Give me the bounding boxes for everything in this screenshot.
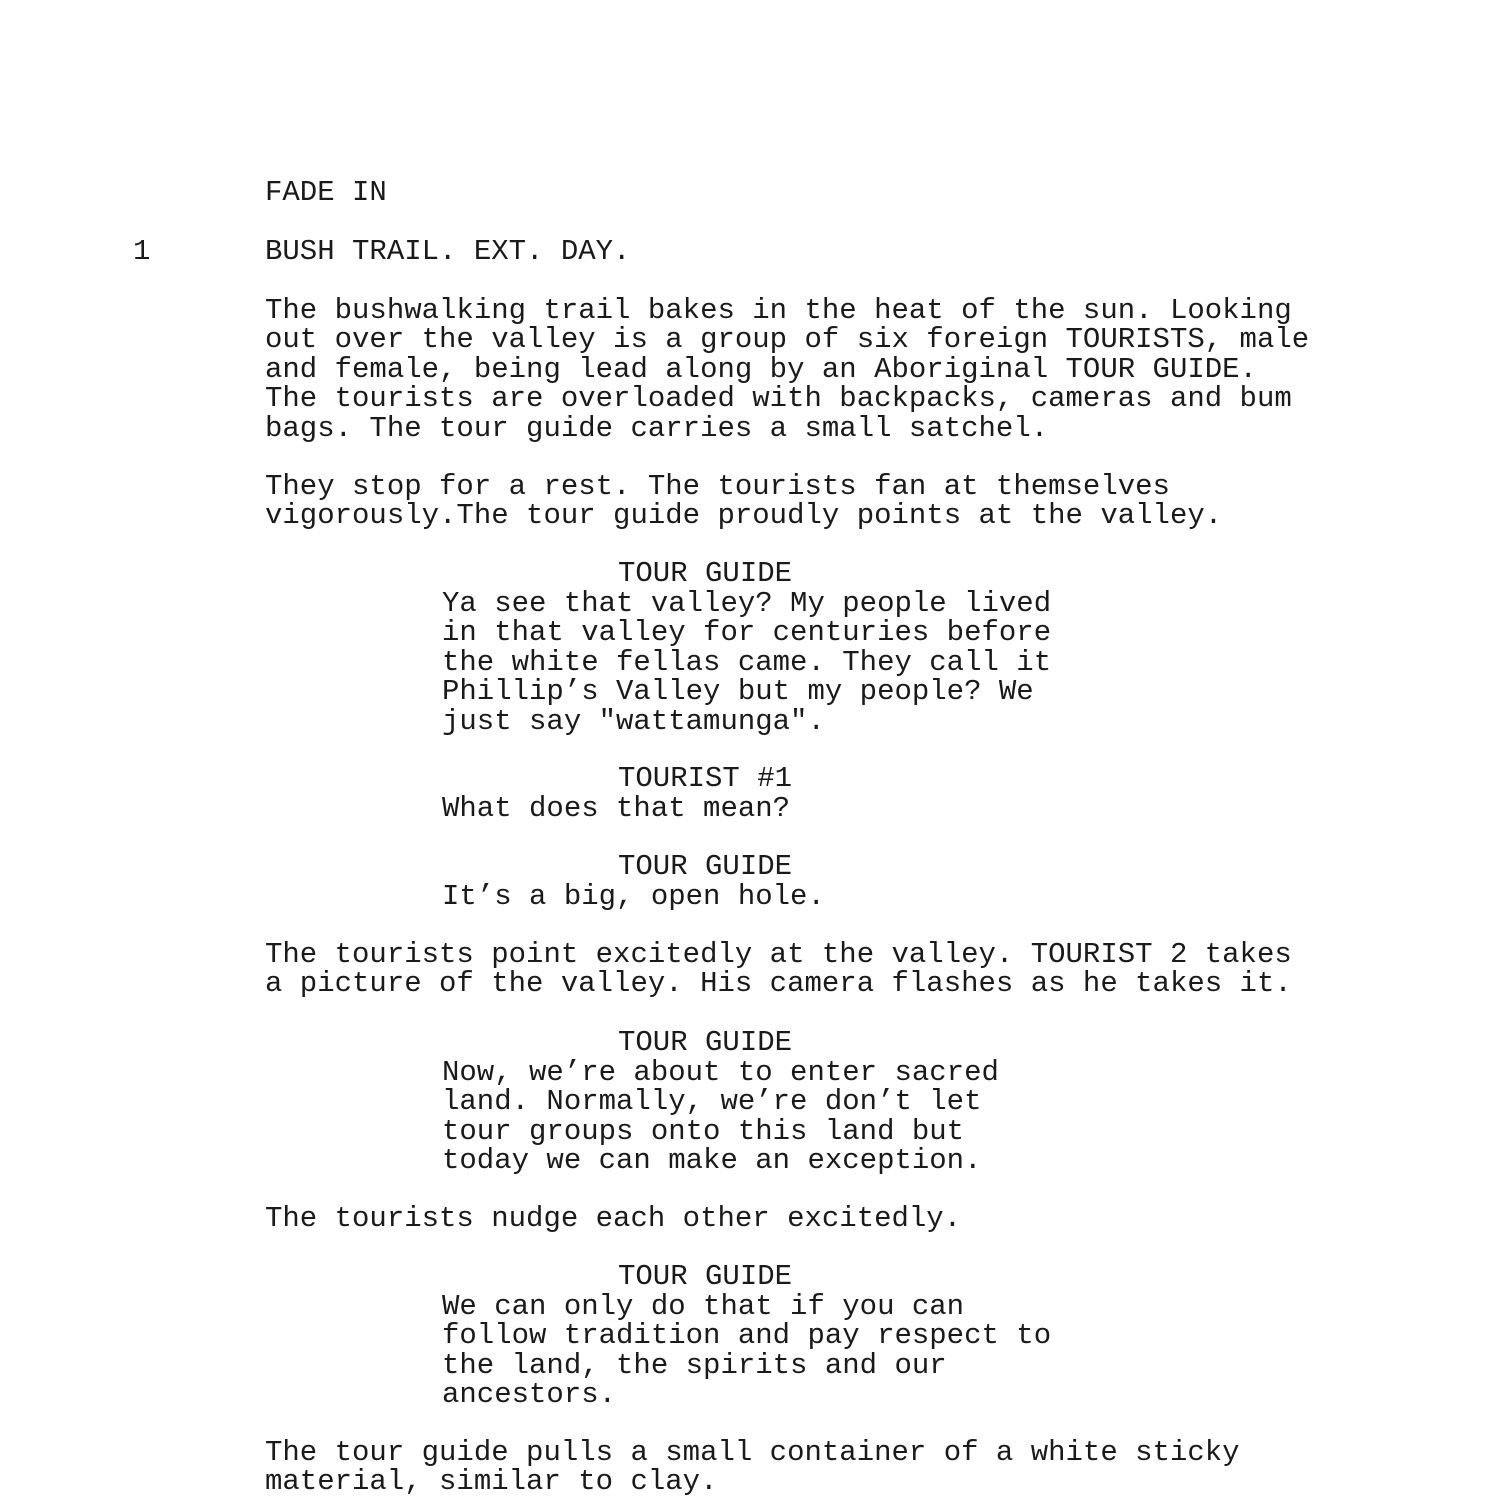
dialogue-line: today we can make an exception.	[442, 1144, 982, 1178]
dialogue-line: It’s a big, open hole.	[442, 880, 825, 913]
dialogue	[442, 882, 825, 911]
dialogue-line: What does that mean?	[442, 792, 791, 825]
dialogue-line: ancestors.	[442, 1378, 617, 1412]
action-paragraph	[265, 472, 1222, 531]
character-name: TOUR GUIDE	[618, 1026, 793, 1059]
dialogue-line: tour groups onto this land but	[442, 1114, 965, 1148]
action-line: and female, being lead along by an Aboriginal TOUR GUIDE.	[265, 352, 1257, 386]
transition: FADE IN	[265, 176, 387, 209]
action-line: The tourists nudge each other excitedly.	[265, 1202, 962, 1235]
scene-number: 1	[133, 235, 151, 268]
action-line: a picture of the valley. His camera flashes as he takes it.	[265, 967, 1292, 1001]
action-paragraph	[265, 1438, 1240, 1497]
dialogue-line: land. Normally, we’re don’t let	[442, 1085, 982, 1119]
dialogue-line: Now, we’re about to enter sacred	[442, 1056, 999, 1089]
dialogue	[442, 794, 790, 823]
dialogue-line: just say "wattamunga".	[442, 704, 825, 738]
character-name: TOUR GUIDE	[618, 850, 793, 883]
action-paragraph	[265, 296, 1309, 443]
dialogue	[442, 1058, 999, 1176]
action-line: They stop for a rest. The tourists fan at themselves	[265, 470, 1170, 503]
dialogue-line: in that valley for centuries before	[442, 616, 1052, 650]
action-line: The tourists are overloaded with backpacks, cameras and bum	[265, 382, 1292, 416]
action-paragraph	[265, 940, 1292, 999]
character-name: TOUR GUIDE	[618, 557, 793, 590]
dialogue-line: follow tradition and pay respect to	[442, 1319, 1052, 1353]
dialogue-line: the white fellas came. They call it	[442, 645, 1052, 679]
dialogue-line: Ya see that valley? My people lived	[442, 587, 1052, 620]
action-line: bags. The tour guide carries a small satchel.	[265, 411, 1049, 445]
action-line: The bushwalking trail bakes in the heat of the sun. Looking	[265, 294, 1292, 327]
action-line: The tourists point excitedly at the valley. TOURIST 2 takes	[265, 938, 1292, 971]
action-line: material, similar to clay.	[265, 1465, 718, 1499]
dialogue-line: We can only do that if you can	[442, 1290, 965, 1323]
action-line: out over the valley is a group of six foreign TOURISTS, male	[265, 323, 1310, 357]
action-paragraph	[265, 1204, 961, 1233]
character-name: TOURIST #1	[618, 762, 793, 795]
action-line: The tour guide pulls a small container of a white sticky	[265, 1436, 1240, 1469]
dialogue-line: Phillip’s Valley but my people? We	[442, 675, 1034, 709]
action-line: vigorously.The tour guide proudly points at the valley.	[265, 499, 1223, 533]
scene-heading: BUSH TRAIL. EXT. DAY.	[265, 235, 631, 268]
dialogue	[442, 1292, 1051, 1410]
dialogue	[442, 589, 1051, 736]
character-name: TOUR GUIDE	[618, 1260, 793, 1293]
dialogue-line: the land, the spirits and our	[442, 1348, 947, 1382]
